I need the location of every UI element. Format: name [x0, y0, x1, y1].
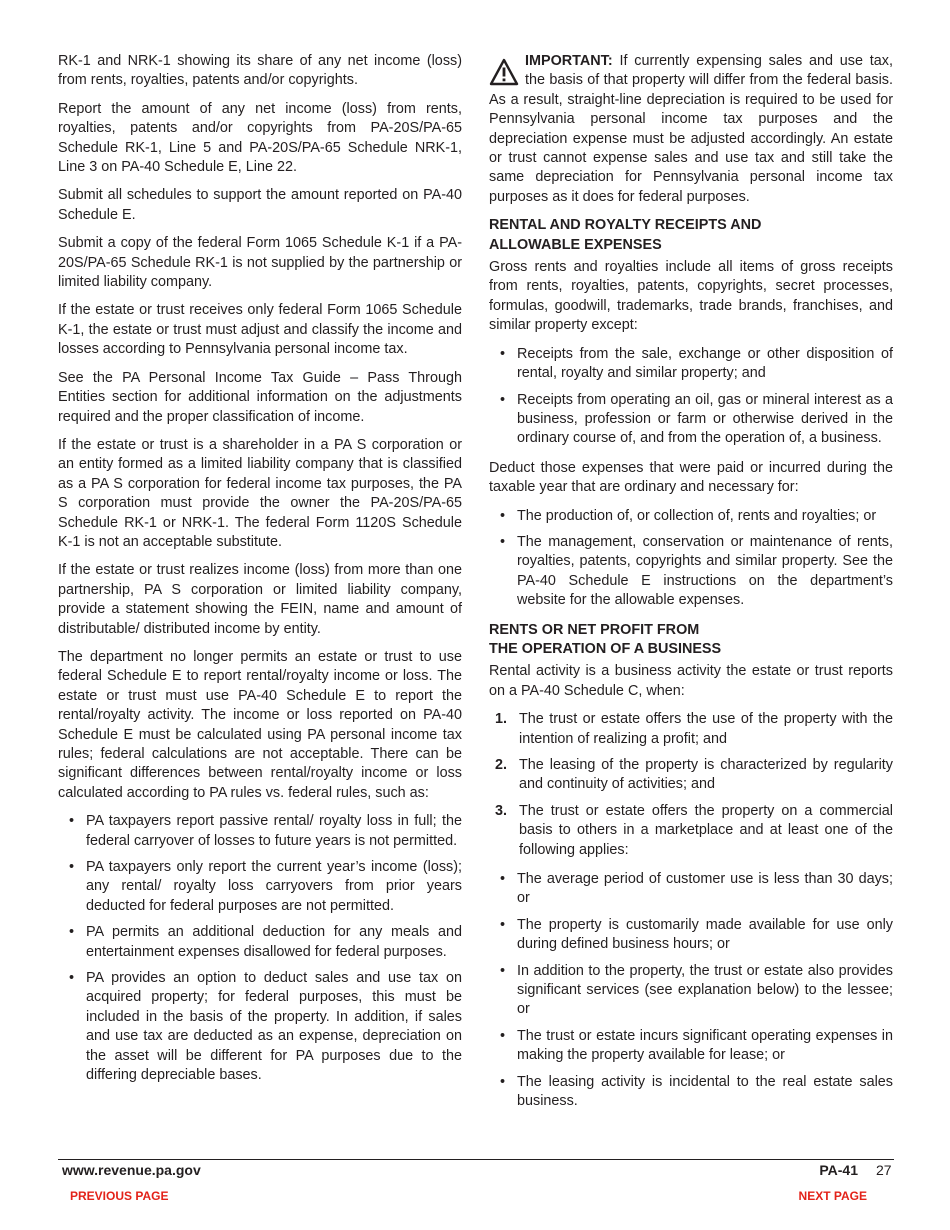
website-url: www.revenue.pa.gov — [62, 1162, 201, 1178]
pa-rules-list — [58, 812, 462, 1085]
list-item: • The trust or estate incurs significant operating expenses in making the property available for lease; or — [489, 1027, 893, 1066]
conditions-list — [489, 710, 893, 860]
item-number: 1 — [495, 711, 504, 728]
heading-line: RENTS OR NET PROFIT FROM — [489, 621, 700, 638]
list-item: • The average period of customer use is less than 30 days; or — [489, 870, 893, 909]
item-number: 3 — [495, 802, 504, 819]
paragraph: If the estate or trust is a shareholder in a PA S corporation or an entity formed as a limited liability company that is classified as a PA S corporation for federal income tax purposes, the PA S corporation must provide the owner the PA-20S/PA-65 Schedule RK-1 or NRK-1. The federal Form 1120S Schedule K-1 is not an acceptable substitute. — [58, 436, 462, 550]
list-item: • The leasing activity is incidental to the real estate sales business. — [489, 1073, 893, 1112]
footer-divider — [58, 1159, 894, 1160]
heading-line: RENTAL AND ROYALTY RECEIPTS AND — [489, 217, 762, 234]
list-item: • PA permits an additional deduction for any meals and entertainment expenses disallowed for federal purposes. — [58, 923, 462, 962]
expenses-list — [489, 507, 893, 611]
paragraph: Gross rents and royalties include all items of gross receipts from rents, royalties, patents, copyrights, secret processes, formulas, goodwill, trademarks, trade brands, franchises, and similar property except: — [489, 259, 893, 334]
numbered-item: 3. The trust or estate offers the property on a commercial basis to others in a marketplace and at least one of the following applies: — [495, 802, 893, 858]
paragraph: Deduct those expenses that were paid or incurred during the taxable year that are ordinary and necessary for: — [489, 459, 893, 496]
heading-line: THE OPERATION OF A BUSINESS — [489, 640, 722, 657]
heading-line: ALLOWABLE EXPENSES — [489, 236, 662, 253]
section-heading — [489, 621, 893, 660]
exceptions-list — [489, 345, 893, 449]
paragraph: RK-1 and NRK-1 showing its share of any net income (loss) from rents, royalties, patents and/or copyrights. — [58, 53, 462, 89]
important-text: If currently expensing sales and use tax, the basis of that property will differ from the federal basis. As a result, straight-line depreciation is required to be used for Pennsylvania personal income tax purposes and the depreciation expense must be adjusted accordingly. An estate or trust cannot expense sales and use tax and still take the same depreciation for Pennsylvania personal income tax purposes as it does for federal purposes. — [489, 53, 893, 205]
paragraph: If the estate or trust receives only federal Form 1065 Schedule K-1, the estate or trust must adjust and classify the income and losses according to Pennsylvania personal income tax. — [58, 302, 462, 358]
section-heading — [489, 216, 893, 255]
numbered-item: 2. The leasing of the property is characterized by regularity and continuity of activities; and — [495, 757, 893, 793]
left-column — [58, 52, 462, 1096]
numbered-item: 1. The trust or estate offers the use of the property with the intention of realizing a profit; and — [495, 711, 893, 747]
item-text: The trust or estate offers the property on a commercial basis to others in a marketplace and at least one of the following applies: — [519, 802, 893, 858]
item-text: The leasing of the property is characterized by regularity and continuity of activities; and — [519, 757, 893, 793]
list-item: • PA provides an option to deduct sales and use tax on acquired property; for federal purposes, this must be included in the basis of the property. In addition, if sales and use tax are deducted as an expense, depreciation on the asset will be different for PA purposes due to the differing depreciable bases. — [58, 969, 462, 1085]
paragraph: If the estate or trust realizes income (loss) from more than one partnership, PA S corporation or limited liability company, provide a statement showing the FEIN, name and amount of distributable/ distributed income by entity. — [58, 562, 462, 637]
list-item: • Receipts from operating an oil, gas or mineral interest as a business, profession or farm or otherwise derived in the ordinary course of, and from the operation of, a business. — [489, 391, 893, 449]
page-number: 27 — [876, 1162, 892, 1178]
list-item: • PA taxpayers report passive rental/ royalty loss in full; the federal carryover of losses to future years is not permitted. — [58, 812, 462, 851]
paragraph: Rental activity is a business activity the estate or trust reports on a PA-40 Schedule C, when: — [489, 663, 893, 699]
next-page-link[interactable]: NEXT PAGE — [798, 1189, 867, 1203]
previous-page-link[interactable]: PREVIOUS PAGE — [70, 1189, 169, 1203]
paragraph: Submit a copy of the federal Form 1065 Schedule K-1 if a PA-20S/PA-65 Schedule RK-1 is not supplied by the partnership or limited liability company. — [58, 235, 462, 291]
list-item: • The production of, or collection of, rents and royalties; or — [489, 507, 893, 526]
important-note — [489, 52, 893, 207]
item-number: 2 — [495, 757, 504, 773]
form-name: PA-41 — [819, 1162, 858, 1178]
right-column — [489, 52, 893, 1122]
paragraph: Report the amount of any net income (loss) from rents, royalties, patents and/or copyrights from PA-20S/PA-65 Schedule RK-1, Line 5 and PA-20S/PA-65 Schedule NRK-1, Line 3 on PA-40 Schedule E, Line 22. — [58, 100, 462, 176]
list-item: • In addition to the property, the trust or estate also provides significant services (see explanation below) to the lessee; or — [489, 962, 893, 1020]
list-item: • The property is customarily made available for use only during defined business hours; or — [489, 916, 893, 955]
paragraph: See the PA Personal Income Tax Guide – Pass Through Entities section for additional information on the adjustments required and the proper classification of income. — [58, 369, 462, 425]
important-label: IMPORTANT: — [525, 53, 613, 69]
list-item: • PA taxpayers only report the current year’s income (loss); any rental/ royalty loss carryovers from prior years deducted for federal purposes are not permitted. — [58, 858, 462, 916]
paragraph: Submit all schedules to support the amount reported on PA-40 Schedule E. — [58, 187, 462, 223]
list-item: • The management, conservation or maintenance of rents, royalties, patents, copyrights and similar property. See the PA-40 Schedule E instructions on the department’s website for the allowable expenses. — [489, 533, 893, 611]
criteria-list — [489, 870, 893, 1111]
item-text: The trust or estate offers the use of the property with the intention of realizing a profit; and — [519, 711, 893, 747]
list-item: • Receipts from the sale, exchange or other disposition of rental, royalty and similar property; and — [489, 345, 893, 384]
paragraph: The department no longer permits an estate or trust to use federal Schedule E to report rental/royalty income or loss. The estate or trust must use PA-40 Schedule E to report the rental/royalty activity. The income or loss reported on PA-40 Schedule E must be calculated using PA personal income tax rules; federal calculations are not acceptable. There can be significant differences between rental/royalty income or loss calculated according to PA rules vs. federal rules, such as: — [58, 648, 462, 801]
warning-icon — [489, 58, 519, 86]
